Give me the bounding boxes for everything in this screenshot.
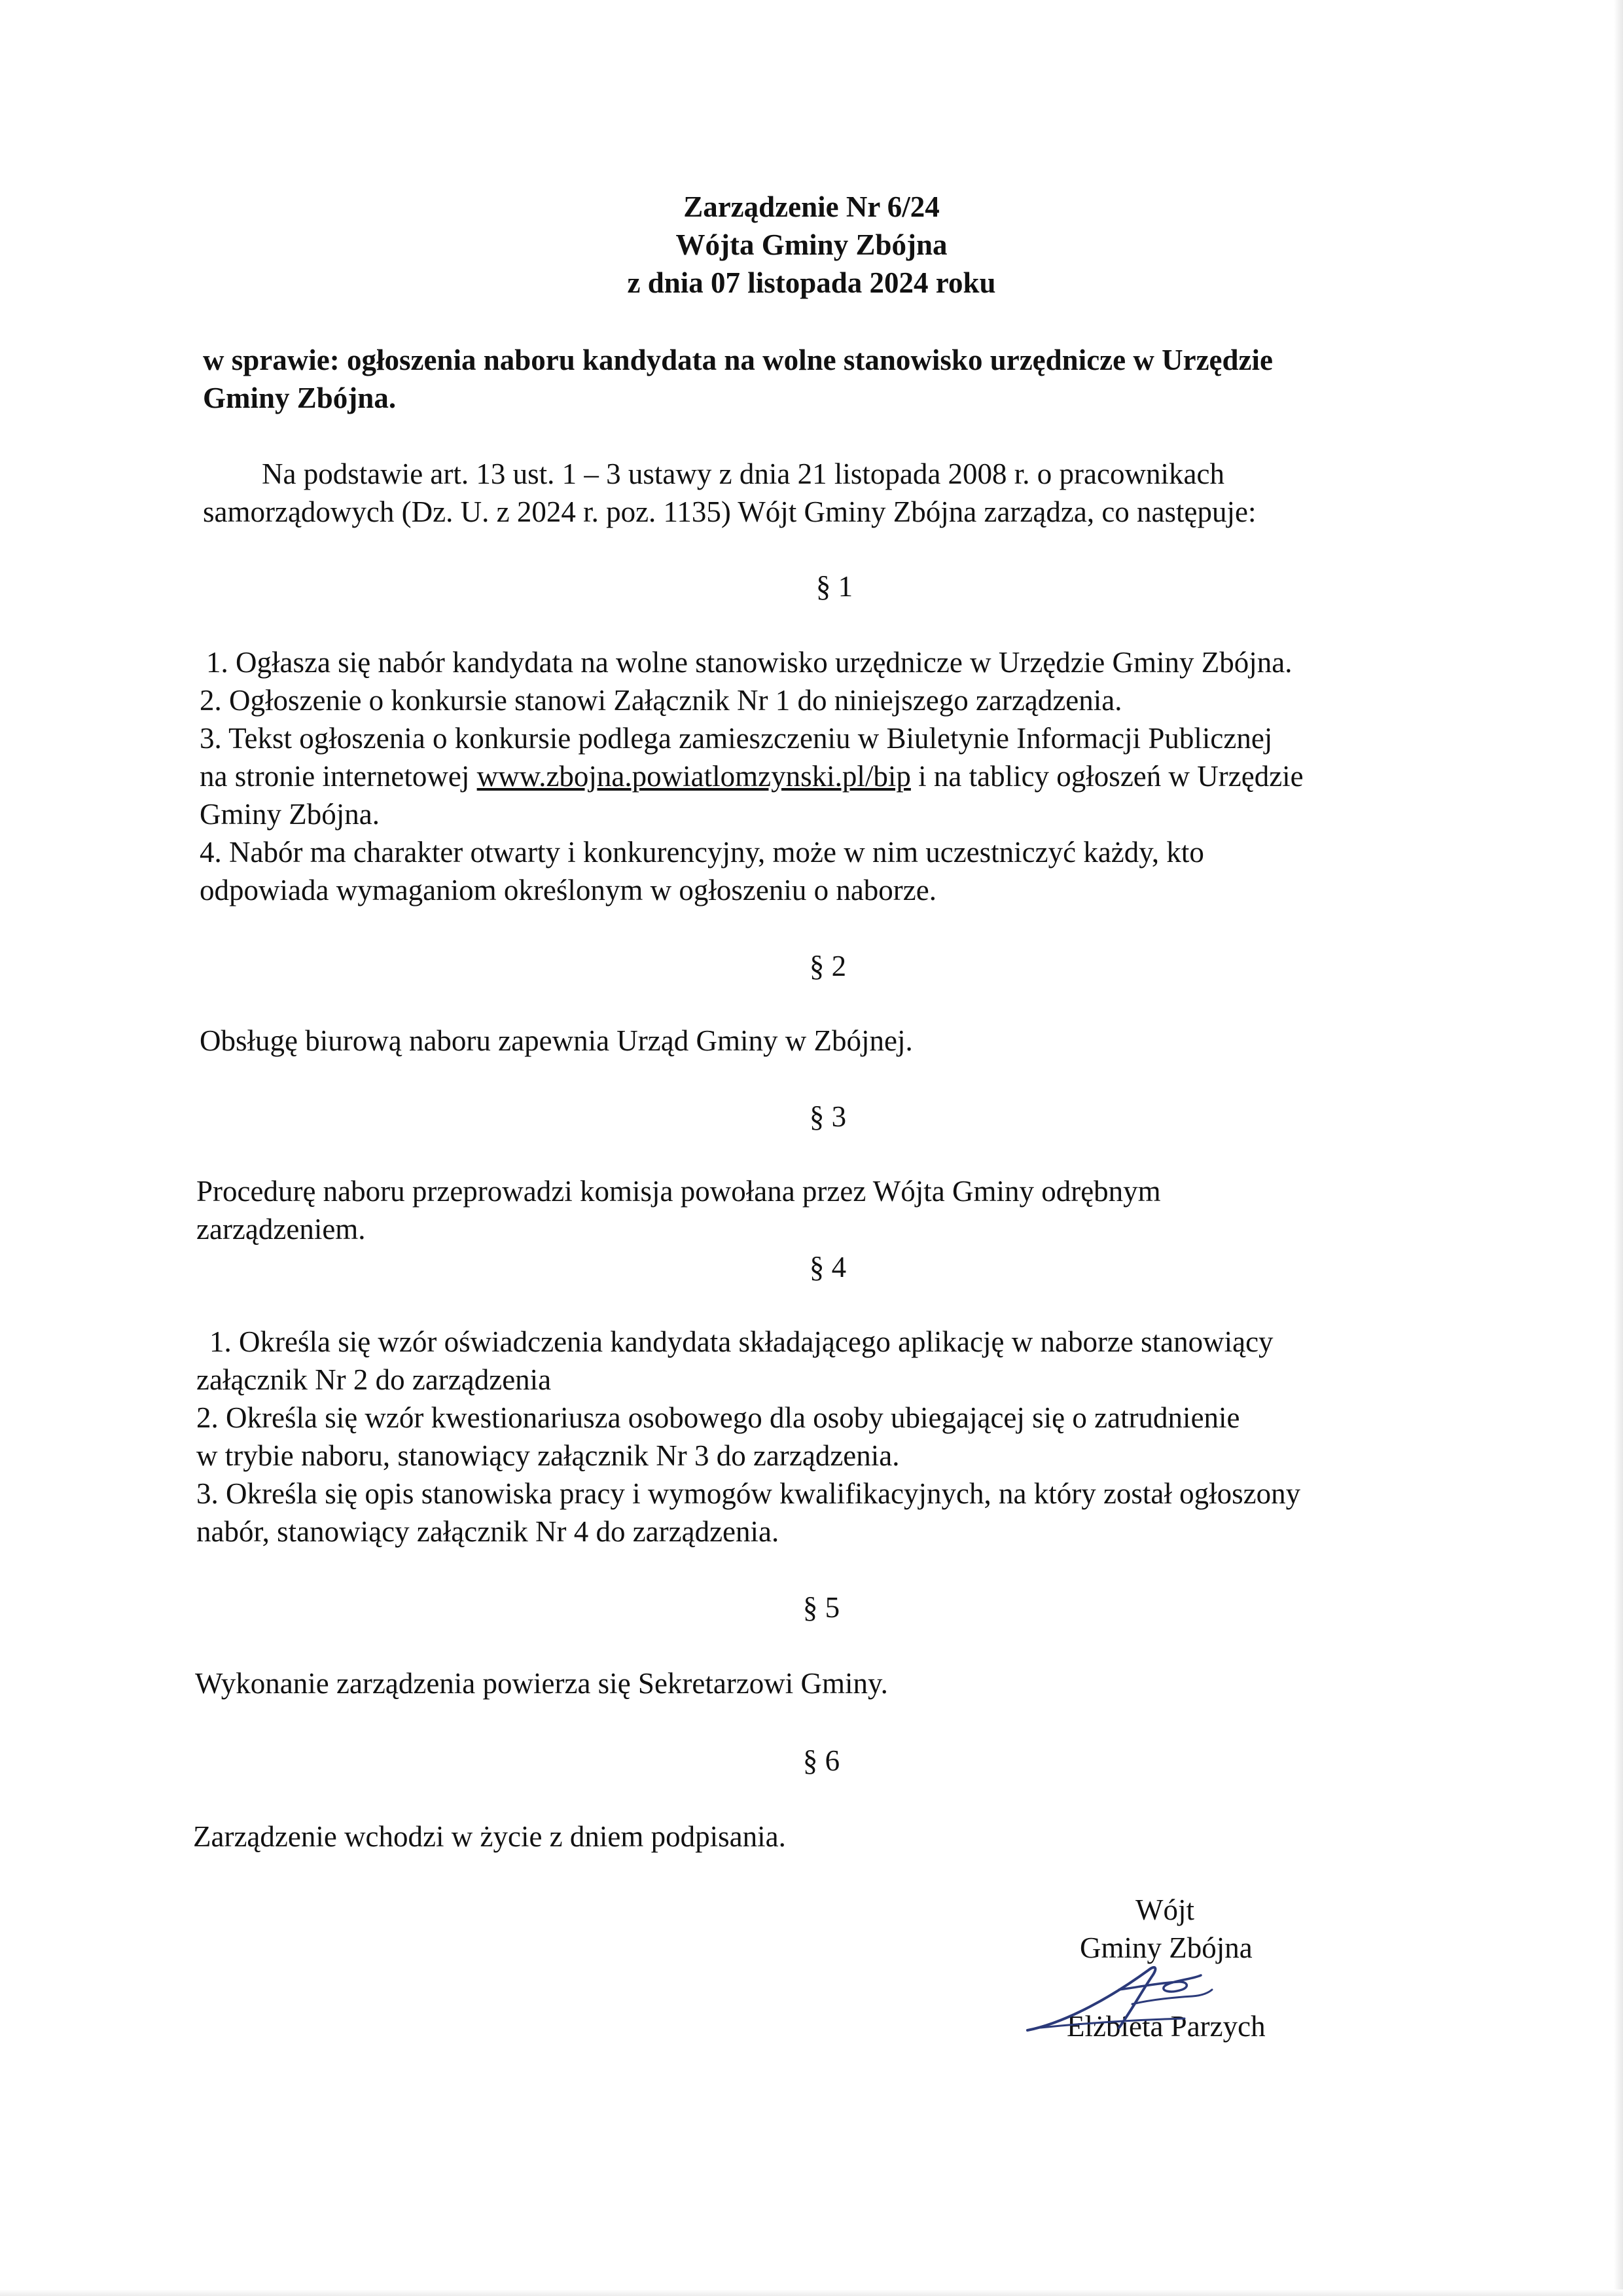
preamble-line-1: Na podstawie art. 13 ust. 1 – 3 ustawy z dnia 21 listopada 2008 r. o pracownikach (262, 457, 1224, 490)
section-3-line-1: Procedurę naboru przeprowadzi komisja powołana przez Wójta Gminy odrębnym (196, 1175, 1161, 1208)
section-4-item-3-cont: nabór, stanowiący załącznik Nr 4 do zarządzenia. (196, 1515, 779, 1548)
section-5-text: Wykonanie zarządzenia powierza się Sekretarzowi Gminy. (195, 1667, 888, 1700)
signature-name: Elżbieta Parzych (1067, 2010, 1266, 2043)
subject-line-2: Gminy Zbójna. (203, 382, 397, 414)
subject-line-1: w sprawie: ogłoszenia naboru kandydata na wolne stanowisko urzędnicze w Urzędzie (203, 344, 1274, 376)
section-4-item-3: 3. Określa się opis stanowiska pracy i wymogów kwalifikacyjnych, na który został ogłoszony (196, 1477, 1301, 1510)
section-1-item-1: 1. Ogłasza się nabór kandydata na wolne stanowisko urzędnicze w Urzędzie Gminy Zbójna. (206, 646, 1293, 679)
title-line-2: Wójta Gminy Zbójna (675, 228, 948, 261)
handwritten-signature (1021, 1950, 1296, 2049)
section-6-text: Zarządzenie wchodzi w życie z dniem podpisania. (193, 1820, 786, 1853)
section-2-heading: § 2 (809, 950, 847, 982)
section-3-line-2: zarządzeniem. (196, 1213, 366, 1246)
section-1-item-2: 2. Ogłoszenie o konkursie stanowi Załącznik Nr 1 do niniejszego zarządzenia. (200, 684, 1122, 717)
section-1-item-4-cont: odpowiada wymaganiom określonym w ogłoszeniu o naborze. (200, 874, 936, 906)
scan-bottom-edge (0, 2289, 1623, 2296)
preamble-line-2: samorządowych (Dz. U. z 2024 r. poz. 1135) Wójt Gminy Zbójna zarządza, co następuje: (203, 495, 1257, 528)
section-6-heading: § 6 (802, 1744, 840, 1777)
scan-right-edge (1614, 0, 1623, 2296)
section-1-item-3: 3. Tekst ogłoszenia o konkursie podlega zamieszczeniu w Biuletynie Informacji Publicznej (200, 722, 1273, 755)
section-4-heading: § 4 (809, 1251, 847, 1283)
title-line-3: z dnia 07 listopada 2024 roku (627, 266, 996, 299)
section-1-heading: § 1 (815, 570, 853, 603)
section-1-item-3-end: Gminy Zbójna. (200, 798, 380, 831)
section-1-item-3-cont (200, 758, 1304, 795)
section-4-item-1: 1. Określa się wzór oświadczenia kandydata składającego aplikację w naborze stanowiący (209, 1325, 1274, 1358)
section-1-text-after-link: i na tablicy ogłoszeń w Urzędzie (910, 760, 1304, 793)
signature-title: Wójt (1135, 1893, 1194, 1926)
section-2-text: Obsługę biurową naboru zapewnia Urząd Gminy w Zbójnej. (200, 1024, 913, 1057)
section-1-item-4: 4. Nabór ma charakter otwarty i konkurencyjny, może w nim uczestniczyć każdy, kto (200, 836, 1204, 869)
signature-office: Gminy Zbójna (1080, 1931, 1253, 1964)
title-line-1: Zarządzenie Nr 6/24 (683, 190, 940, 223)
section-3-heading: § 3 (809, 1100, 847, 1133)
section-4-item-2-cont: w trybie naboru, stanowiący załącznik Nr 3 do zarządzenia. (196, 1439, 900, 1472)
section-4-item-1-cont: załącznik Nr 2 do zarządzenia (196, 1363, 552, 1396)
section-4-item-2: 2. Określa się wzór kwestionariusza osobowego dla osoby ubiegającej się o zatrudnienie (196, 1401, 1240, 1434)
section-1-text-before-link: na stronie internetowej (200, 760, 477, 793)
bip-link[interactable]: www.zbojna.powiatlomzynski.pl/bip (476, 760, 911, 793)
section-5-heading: § 5 (802, 1591, 840, 1624)
